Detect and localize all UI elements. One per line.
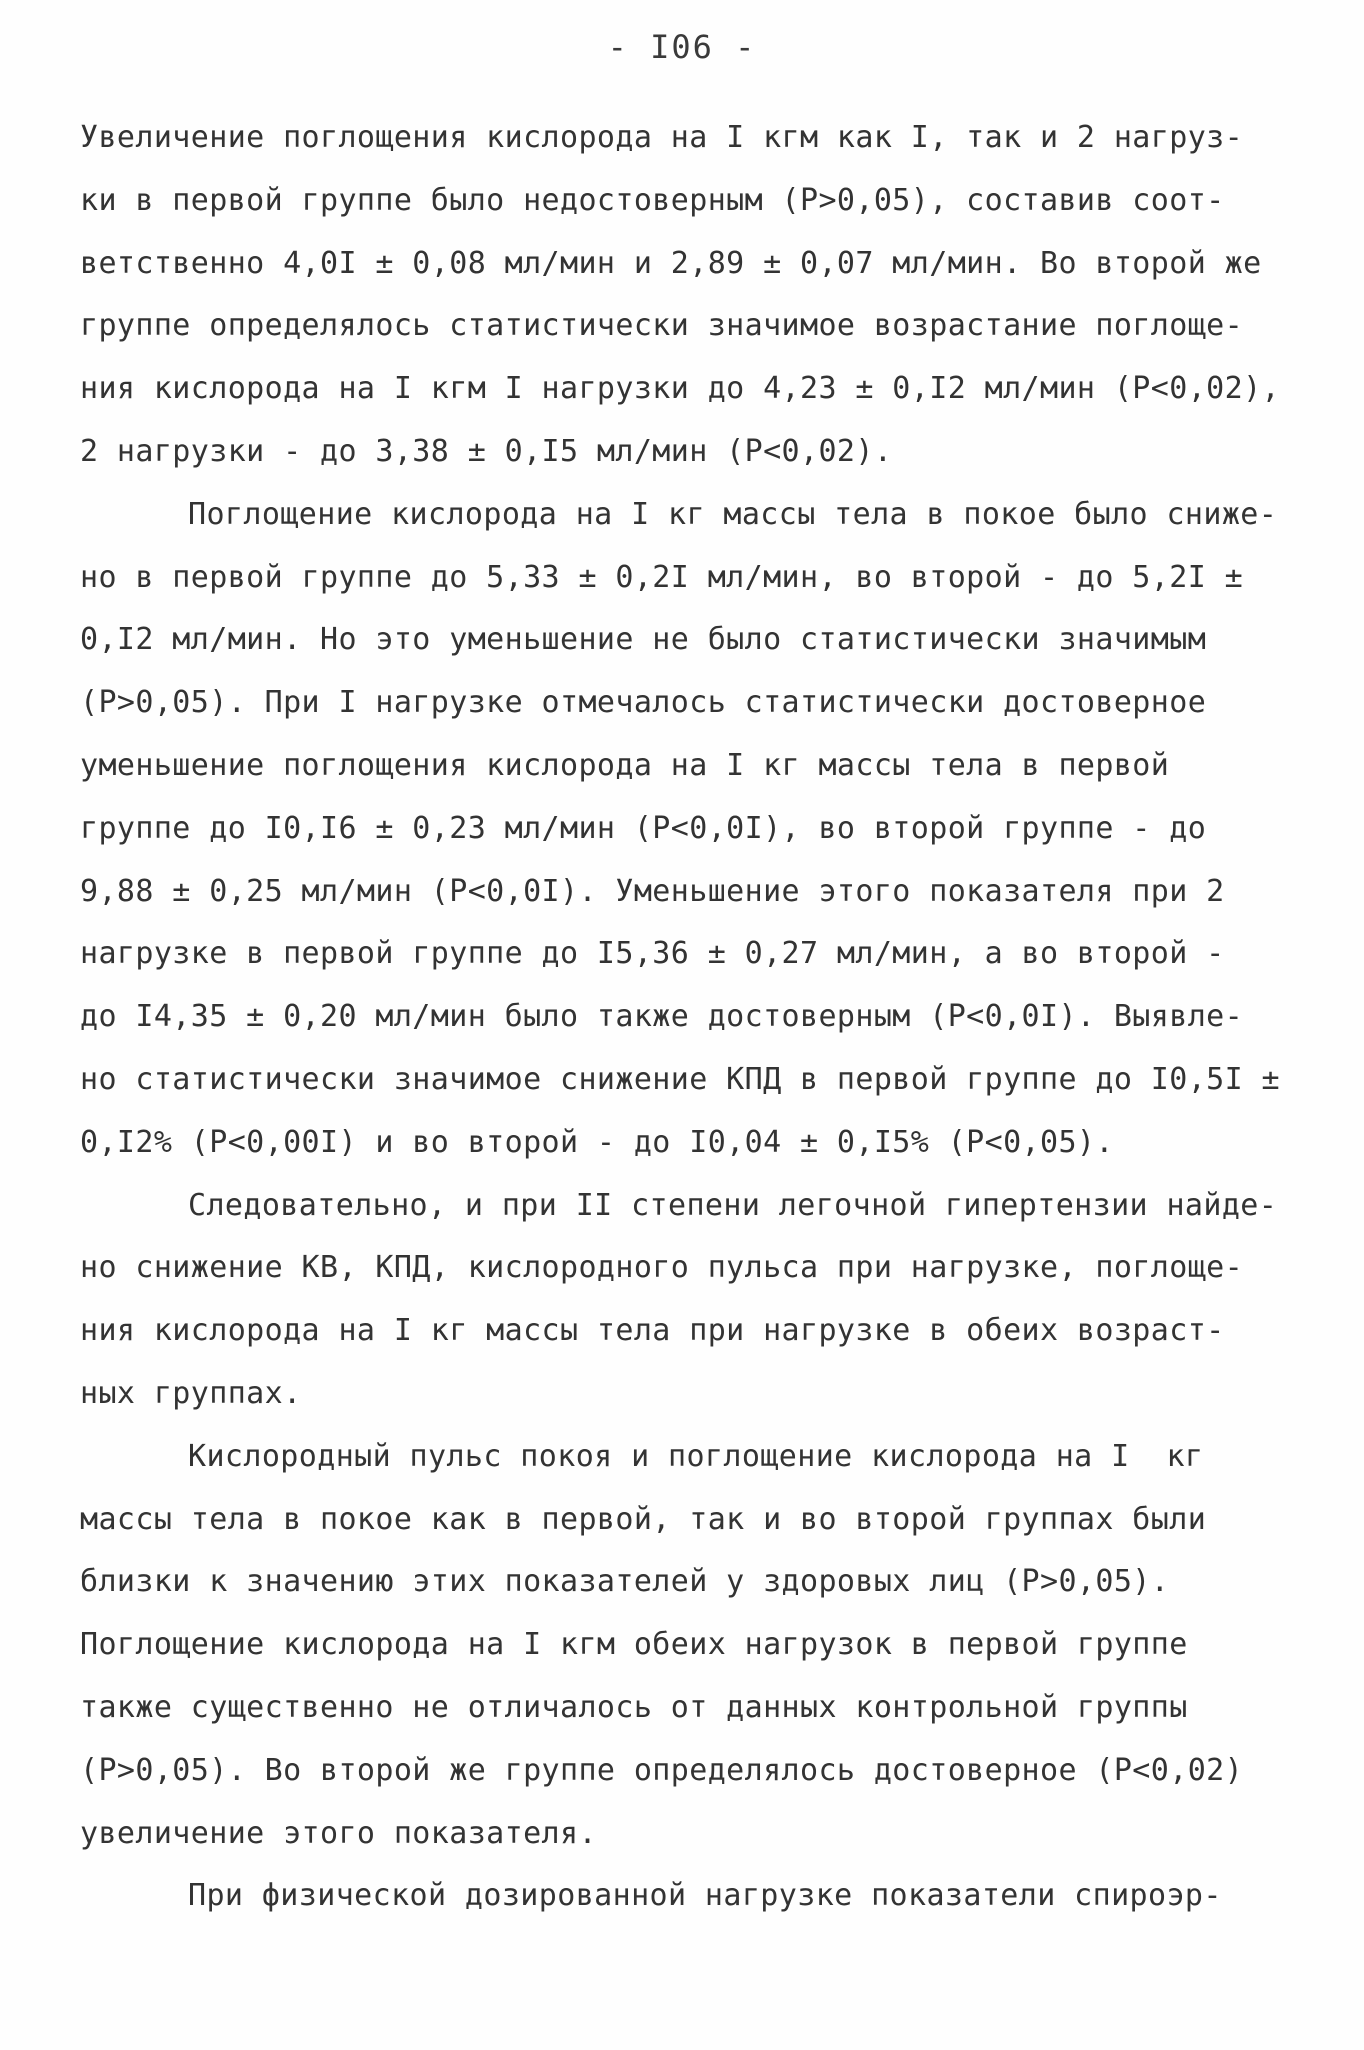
text-line: но в первой группе до 5,33 ± 0,2I мл/мин, во второй - до 5,2I ± [80,559,1244,595]
text-line: 0,I2 мл/мин. Но это уменьшение не было статистически значимым [80,622,1207,658]
text-line: (P>0,05). При I нагрузке отмечалось статистически достоверное [80,685,1207,721]
body-text [80,107,1320,1928]
text-line: группе определялось статистически значимое возрастание поглоще- [80,308,1244,344]
text-line: Кислородный пульс покоя и поглощение кислорода на I кг [188,1438,1204,1474]
text-line: группе до I0,I6 ± 0,23 мл/мин (P<0,0I), во второй группе - до [80,810,1207,846]
text-line: (P>0,05). Во второй же группе определялось достоверное (P<0,02) [80,1752,1244,1788]
text-line: нагрузке в первой группе до I5,36 ± 0,27 мл/мин, а во второй - [80,936,1225,972]
text-line: ветственно 4,0I ± 0,08 мл/мин и 2,89 ± 0,07 мл/мин. Во второй же [80,245,1262,281]
text-line: 2 нагрузки - до 3,38 ± 0,I5 мл/мин (P<0,02). [80,433,893,469]
text-line: При физической дозированной нагрузке показатели спироэр- [188,1878,1222,1914]
text-line: близки к значению этих показателей у здоровых лиц (P>0,05). [80,1564,1170,1600]
text-line: Поглощение кислорода на I кгм обеих нагрузок в первой группе [80,1627,1188,1663]
text-line: 9,88 ± 0,25 мл/мин (P<0,0I). Уменьшение этого показателя при 2 [80,873,1225,909]
text-line: но статистически значимое снижение КПД в первой группе до I0,5I ± [80,1061,1280,1097]
text-line: также существенно не отличалось от данных контрольной группы [80,1689,1188,1725]
text-line: Следовательно, и при II степени легочной гипертензии найде- [188,1187,1278,1223]
text-line: ния кислорода на I кгм I нагрузки до 4,23 ± 0,I2 мл/мин (P<0,02), [80,371,1280,407]
text-line: массы тела в покое как в первой, так и во второй группах были [80,1501,1207,1537]
text-line: ния кислорода на I кг массы тела при нагрузке в обеих возраст- [80,1313,1225,1349]
text-line: 0,I2% (P<0,00I) и во второй - до I0,04 ± 0,I5% (P<0,05). [80,1124,1114,1160]
text-line: ных группах. [80,1375,302,1411]
text-line: Увеличение поглощения кислорода на I кгм как I, так и 2 нагруз- [80,120,1244,155]
text-line: до I4,35 ± 0,20 мл/мин было также достоверным (P<0,0I). Выявле- [80,999,1244,1035]
page-number: - I06 - [607,28,757,66]
text-line: но снижение КВ, КПД, кислородного пульса при нагрузке, поглоще- [80,1250,1244,1286]
text-line: уменьшение поглощения кислорода на I кг массы тела в первой [80,747,1170,783]
text-line: увеличение этого показателя. [80,1815,597,1851]
text-line: Поглощение кислорода на I кг массы тела в покое было сниже- [188,496,1278,532]
text-line: ки в первой группе было недостоверным (P>0,05), составив соот- [80,182,1225,218]
